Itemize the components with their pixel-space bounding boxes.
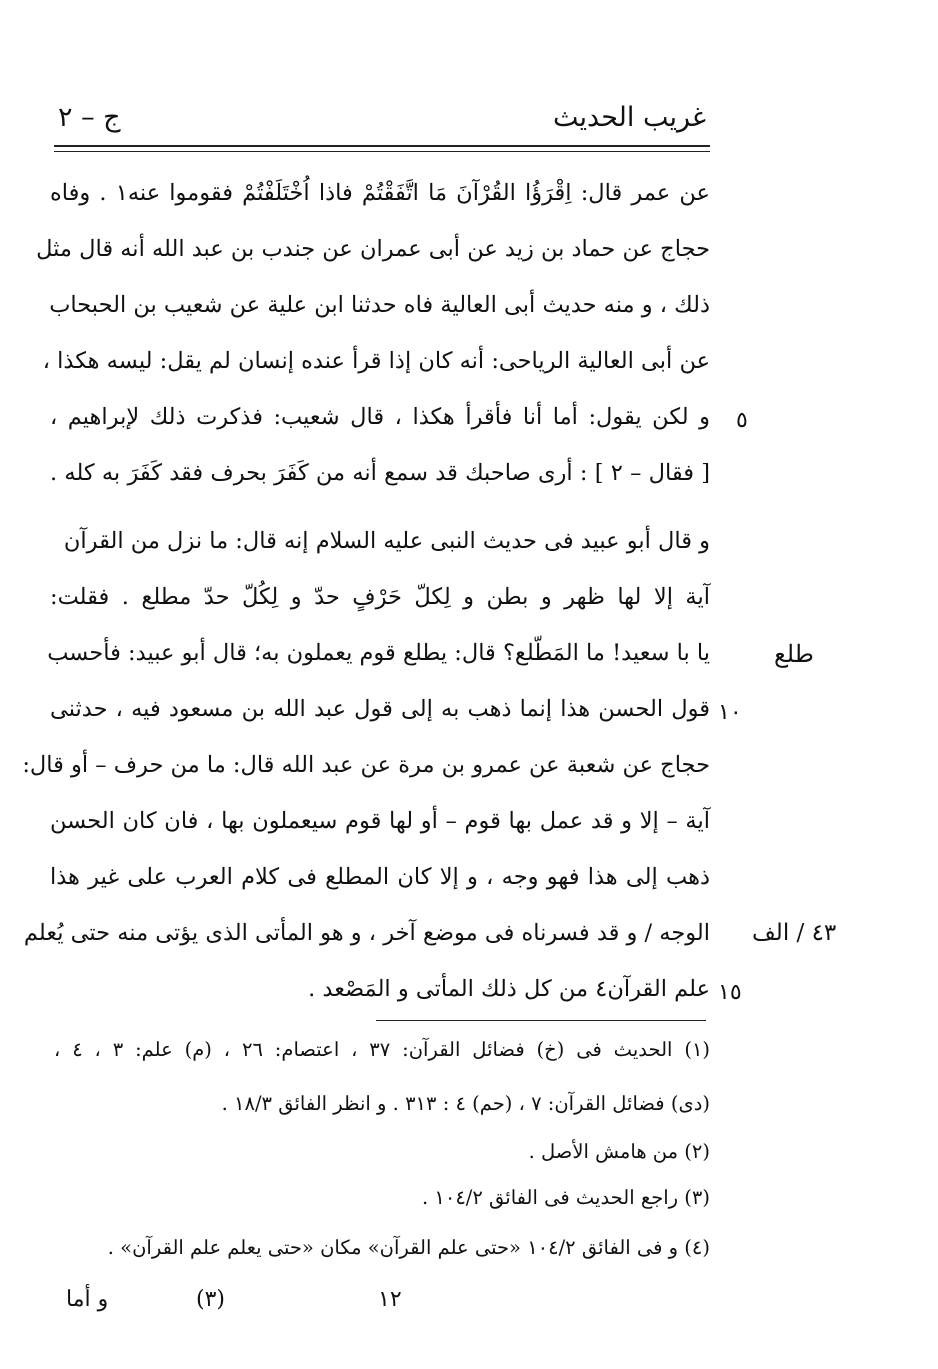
text-line: و قال أبو عبيد فى حديث النبى عليه السلام إنه قال: ما نزل من القرآن (63, 528, 710, 554)
line-number: ١٠ (718, 700, 742, 725)
header-rule-thin (54, 151, 710, 152)
page-number: ١٢ (378, 1287, 402, 1312)
header-rule (54, 145, 710, 147)
text-line: يا با سعيد! ما المَطّلع؟ قال: يطلع قوم يعملون به؛ قال أبو عبيد: فأحسب (47, 640, 710, 666)
text-line: و لكن يقول: أما أنا فأقرأ هكذا ، قال شعيب: فذكرت ذلك لإبراهيم ، (50, 404, 710, 430)
text-line: آية – إلا و قد عمل بها قوم – أو لها قوم سيعملون بها ، فان كان الحسن (50, 808, 710, 834)
footnote: (١) الحديث فى (خ) فضائل القرآن: ٣٧ ، اعتصام: ٢٦ ، (م) علم: ٣ ، ٤ ، (54, 1038, 711, 1061)
text-line: علم القرآن٤ من كل ذلك المأتى و المَصْعد . (308, 976, 710, 1002)
text-line: قول الحسن هذا إنما ذهب به إلى قول عبد الله بن مسعود فيه ، حدثنى (50, 696, 710, 722)
text-line: عن عمر قال: اِقْرَؤُا القُرْآنَ مَا اتَّفَقْتُمْ فاذا اُخْتَلَفْتُمْ فقوموا عنه١ . وفاه (50, 180, 710, 206)
margin-folio: ٤٣ / الف (752, 920, 837, 946)
text-line: الوجه / و قد فسرناه فى موضع آخر ، و هو المأتى الذى يؤتى منه حتى يُعلم (23, 920, 710, 946)
text-line: عن أبى العالية الرياحى: أنه كان إذا قرأ عنده إنسان لم يقل: ليسه هكذا ، (42, 348, 710, 374)
line-number: ١٥ (718, 980, 742, 1005)
text-line: [ فقال – ٢ ] : أرى صاحبك قد سمع أنه من كَفَرَ بحرف فقد كَفَرَ به كله . (50, 460, 710, 486)
volume-label: ج – ٢ (58, 102, 121, 133)
footnote: (٢) من هامش الأصل . (528, 1140, 710, 1163)
footnote: (دى) فضائل القرآن: ٧ ، (حم) ٤ : ٣١٣ . و انظر الفائق ١٨/٣ . (221, 1092, 710, 1115)
margin-headword: طلع (774, 640, 814, 668)
text-line: آية إلا لها ظهر و بطن و لِكلّ حَرْفٍ حدّ و لِكُلّ حدّ مطلع . فقلت: (50, 584, 710, 610)
running-title: غريب الحديث (553, 102, 706, 133)
line-number: ٥ (736, 408, 748, 433)
footnote-rule (376, 1020, 706, 1021)
footnote: (٣) راجع الحديث فى الفائق ١٠٤/٢ . (421, 1186, 710, 1209)
text-line: حجاج عن شعبة عن عمرو بن مرة عن عبد الله قال: ما من حرف – أو قال: (22, 752, 710, 778)
text-line: ذهب إلى هذا فهو وجه ، و إلا كان المطلع فى كلام العرب على غير هذا (50, 864, 710, 890)
catchword: و أما (66, 1287, 109, 1312)
signature-mark: (٣) (196, 1287, 226, 1312)
footnote: (٤) و فى الفائق ١٠٤/٢ «حتى علم القرآن» مكان «حتى يعلم علم القرآن» . (107, 1236, 710, 1259)
text-line: حجاج عن حماد بن زيد عن أبى عمران عن جندب بن عبد الله أنه قال مثل (36, 236, 710, 262)
text-line: ذلك ، و منه حديث أبى العالية فاه حدثنا ابن علية عن شعيب بن الحبحاب (49, 292, 710, 318)
